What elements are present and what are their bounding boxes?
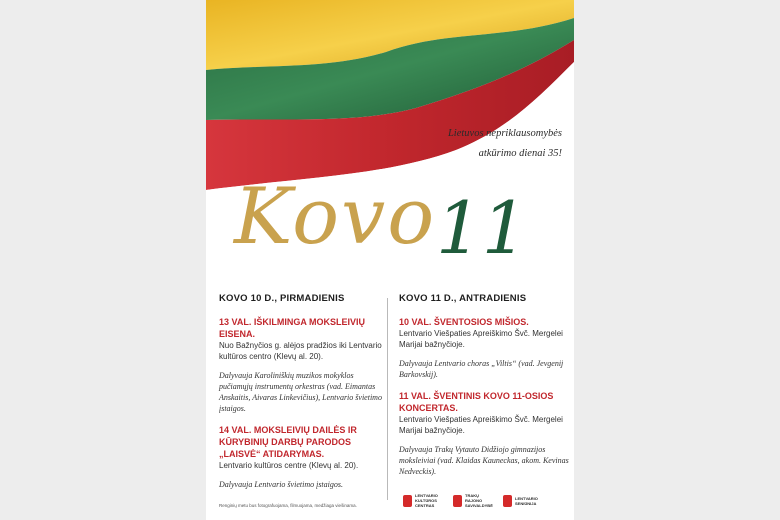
column-divider (387, 298, 388, 500)
logo-eldership (503, 493, 543, 508)
municipality-coat-of-arms-icon (453, 495, 462, 507)
footer-note: Renginių metu bus fotografuojama, filmuojama, medžiaga viešinama. (219, 503, 357, 508)
culture-center-icon (403, 495, 412, 507)
title-word: Kovo (234, 172, 437, 262)
day-heading: KOVO 10 D., PIRMADIENIS (219, 293, 345, 304)
event-location: Lentvario Viešpaties Apreiškimo Švč. Mergelei Marijai bažnyčioje. (399, 329, 563, 349)
logo-culture-center (403, 493, 443, 508)
event-participants: Dalyvauja Trakų Vytauto Didžiojo gimnazijos moksleiviai (vad. Klaidas Kauneckas, akom. Kevinas Nedveckis). (399, 445, 569, 476)
column-day-1 (219, 293, 389, 500)
logo-municipality (453, 493, 493, 508)
event-participants: Dalyvauja Lentvario choras „Viltis“ (vad. Jevgenij Barkovskij). (399, 359, 564, 379)
eldership-coat-of-arms-icon (503, 495, 512, 507)
tagline-line-2: atkūrimo dienai 35! (478, 148, 562, 159)
sponsor-logos (403, 493, 543, 508)
tagline (392, 124, 562, 164)
poster (206, 0, 574, 520)
event-title: 14 VAL. MOKSLEIVIŲ DAILĖS IR KŪRYBINIŲ DARBŲ PARODOS „LAISVĖ“ ATIDARYMAS. (219, 425, 357, 459)
event-title: 10 VAL. ŠVENTOSIOS MIŠIOS. (399, 317, 529, 327)
event-participants: Dalyvauja Lentvario švietimo įstaigos. (219, 480, 343, 489)
event-participants: Dalyvauja Karoliniškių muzikos mokyklos pučiamųjų instrumentų orkestras (vad. Eimantas Anskaitis, Aivaras Linkevičius), Lentvario švietimo įstaigos. (219, 371, 382, 413)
event-location: Lentvario Viešpaties Apreiškimo Švč. Mergelei Marijai bažnyčioje. (399, 415, 563, 435)
logo-label: LENTVARIO KULTŪROS CENTRAS (415, 493, 438, 508)
event-location: Nuo Bažnyčios g. alėjos pradžios iki Lentvario kultūros centro (Klevų al. 20). (219, 341, 382, 361)
tagline-line-1: Lietuvos nepriklausomybės (447, 128, 562, 139)
title-number: 11 (436, 186, 528, 270)
column-day-2 (399, 293, 569, 487)
event-location: Lentvario kultūros centre (Klevų al. 20). (219, 461, 359, 470)
logo-label: LENTVARIO SENIŪNIJA (515, 495, 538, 506)
event-title: 11 VAL. ŠVENTINIS KOVO 11-OSIOS KONCERTAS. (399, 391, 554, 413)
day-heading: KOVO 11 D., ANTRADIENIS (399, 293, 527, 304)
event-title: 13 VAL. IŠKILMINGA MOKSLEIVIŲ EISENA. (219, 317, 366, 339)
logo-label: TRAKŲ RAJONO SAVIVALDYBĖ (465, 493, 493, 508)
